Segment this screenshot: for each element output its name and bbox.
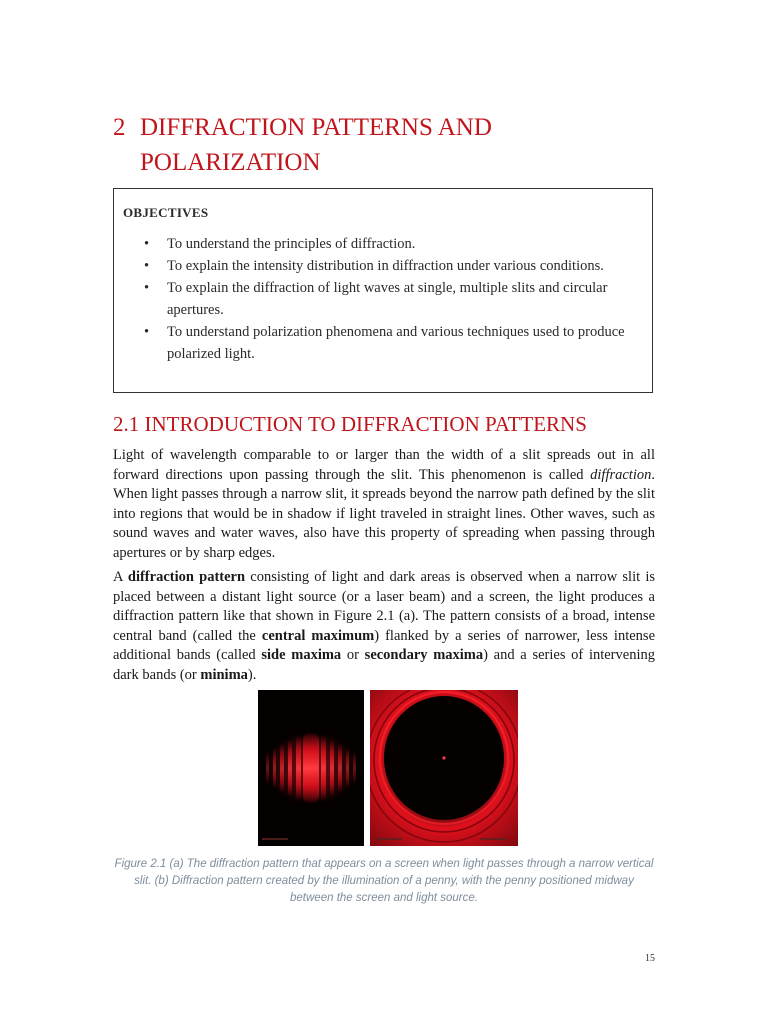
term-secondary-maxima: secondary maxima: [364, 647, 484, 663]
slit-diffraction-pattern: [258, 690, 364, 846]
page-number: 15: [645, 953, 655, 964]
figure-slit-diffraction-image: [258, 690, 364, 846]
term-diffraction-pattern: diffraction pattern: [127, 569, 246, 585]
paragraph-text: A: [113, 569, 128, 585]
paragraph-text: ) flanked by a series of narrower, less intense additional bands (called: [113, 627, 656, 663]
bullet-icon: •: [144, 236, 150, 252]
paragraph-text: ).: [247, 666, 257, 683]
objectives-list: [144, 233, 644, 365]
chapter-title-line-1: DIFFRACTION PATTERNS AND: [140, 114, 492, 141]
objective-text: To understand the principles of diffraction.: [167, 236, 416, 252]
objective-item: [144, 233, 644, 255]
paragraph-text: or: [341, 647, 365, 663]
penny-diffraction-pattern: [370, 690, 518, 846]
objective-text: To explain the diffraction of light waves at single, multiple slits and circular apertures.: [167, 280, 608, 318]
objective-text: To explain the intensity distribution in diffraction under various conditions.: [167, 258, 604, 274]
bullet-icon: •: [144, 324, 150, 340]
objectives-box: [113, 188, 653, 393]
bullet-icon: •: [144, 258, 150, 274]
figure-caption: Figure 2.1 (a) The diffraction pattern that appears on a screen when light passes through a narrow vertical slit. (b) Diffraction pattern created by the illumination of a penny, with the penny positioned midway between the screen and light source.: [114, 858, 654, 904]
paragraph-text: . When light passes through a narrow slit, it spreads beyond the narrow path defined by the slit into regions that would be in shadow if light traveled in straight lines. Other waves, such as sound waves and water waves, also have this property of spreading when passing through apertures or by sharp edges.: [113, 466, 655, 561]
term-central-maximum: central maximum: [261, 627, 375, 644]
objective-item: [144, 255, 644, 277]
term-side-maxima: side maxima: [261, 647, 342, 663]
section-title: 2.1 INTRODUCTION TO DIFFRACTION PATTERNS: [113, 412, 587, 436]
intro-paragraph: [113, 446, 655, 563]
objective-item: [144, 277, 644, 321]
paragraph-text: consisting of light and dark areas is observed when a narrow slit is placed between a distant light source (or a laser beam) and a screen, the light produces a diffraction pattern like that shown in Figure 2.1 (a). The pattern consists of a broad, intense central band (called the: [113, 569, 656, 644]
term-diffraction: diffraction: [590, 466, 652, 483]
chapter-title: [113, 110, 673, 180]
paragraph-text: ) and a series of intervening dark bands (or: [113, 647, 655, 683]
chapter-number: 2: [113, 114, 126, 141]
figure-penny-diffraction-image: [370, 690, 518, 846]
objective-text: To understand polarization phenomena and various techniques used to produce polarized light.: [167, 324, 625, 362]
paragraph-text: Light of wavelength comparable to or larger than the width of a slit spreads out in all forward directions upon passing through the slit. This phenomenon is called: [113, 447, 655, 483]
objectives-heading: OBJECTIVES: [123, 205, 209, 220]
objective-item: [144, 321, 644, 365]
chapter-title-line-2: POLARIZATION: [140, 149, 321, 176]
bullet-icon: •: [144, 280, 150, 296]
diffraction-pattern-paragraph: [113, 568, 655, 685]
term-minima: minima: [200, 666, 248, 683]
